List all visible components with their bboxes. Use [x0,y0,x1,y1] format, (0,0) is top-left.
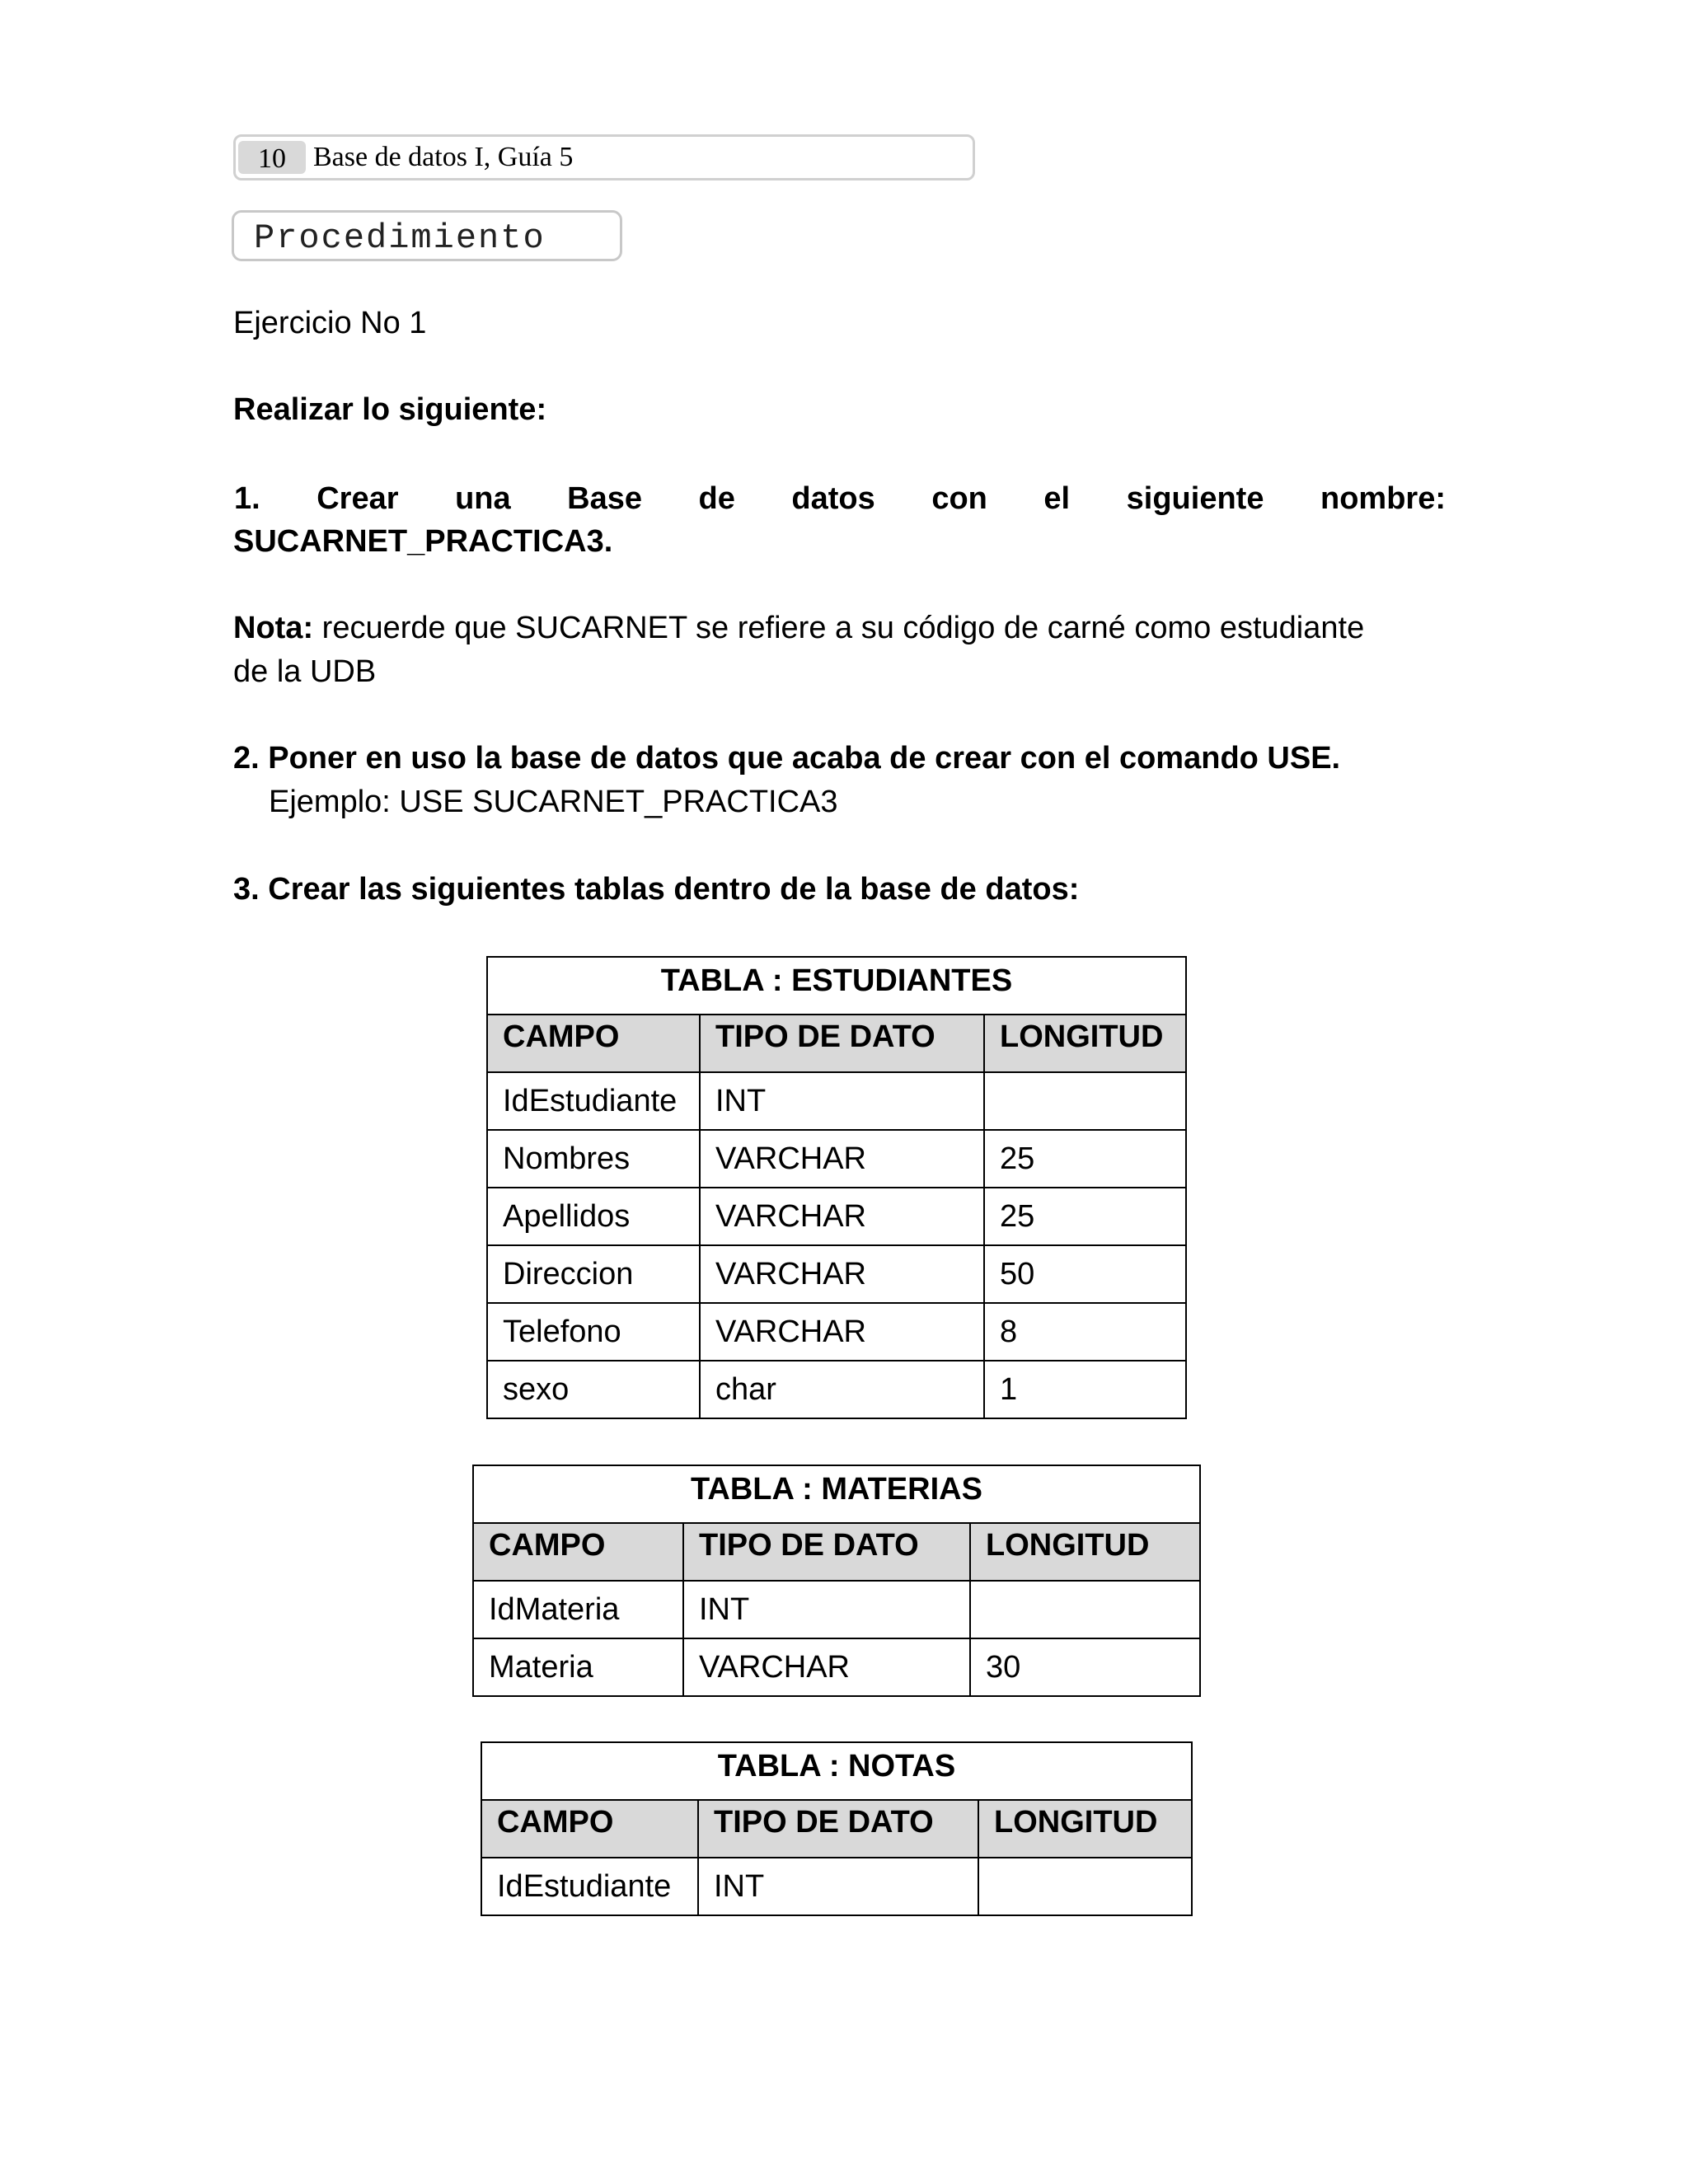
table-cell: 50 [984,1245,1186,1303]
table-cell: char [700,1361,984,1418]
step1-word: 1. [234,481,260,516]
step3-text: 3. Crear las siguientes tablas dentro de la base de datos: [233,872,1080,907]
table-row [481,1858,1192,1915]
section-label: Procedimiento [254,218,546,258]
note-text: recuerde que SUCARNET se refiere a su código de carné como estudiante [313,611,1365,645]
step1-word: una [455,481,511,516]
column-header: LONGITUD [978,1800,1192,1858]
table-notas [481,1741,1193,1916]
step1-database-name: SUCARNET_PRACTICA3. [233,524,613,559]
table-cell: IdEstudiante [481,1858,698,1915]
table-row [487,1361,1186,1418]
table-materias [472,1465,1201,1697]
table-row [487,1303,1186,1361]
step1-word: de [698,481,735,516]
table-cell: VARCHAR [700,1303,984,1361]
step1-word: Crear [316,481,399,516]
table-cell: Direccion [487,1245,700,1303]
step2-text: 2. Poner en uso la base de datos que acaba de crear con el comando USE. [233,741,1341,776]
table-cell: IdMateria [473,1581,683,1638]
column-header: TIPO DE DATO [700,1015,984,1072]
column-header: CAMPO [487,1015,700,1072]
table-cell: VARCHAR [683,1638,970,1696]
page-header [233,134,975,180]
exercise-title: Ejercicio No 1 [233,306,427,340]
note-label: Nota: [233,611,314,645]
step1-word: nombre: [1320,481,1446,516]
table-row [473,1581,1200,1638]
step1-line1 [234,476,1446,521]
table-cell: VARCHAR [700,1130,984,1188]
step1-word: el [1043,481,1071,516]
table-cell: 1 [984,1361,1186,1418]
note-line2: de la UDB [233,654,377,689]
section-label-box [232,210,622,261]
table-header-row [481,1800,1192,1858]
table-cell: Nombres [487,1130,700,1188]
table-estudiantes [486,956,1187,1419]
table-title: TABLA : MATERIAS [473,1465,1200,1523]
column-header: LONGITUD [970,1523,1200,1581]
table-cell: INT [683,1581,970,1638]
table-cell [984,1072,1186,1130]
table-cell: VARCHAR [700,1245,984,1303]
table-cell: 30 [970,1638,1200,1696]
column-header: LONGITUD [984,1015,1186,1072]
table-cell: 25 [984,1130,1186,1188]
header-title: Base de datos I, Guía 5 [313,142,574,172]
table-cell [970,1581,1200,1638]
note-line1 [233,606,1364,650]
column-header: TIPO DE DATO [683,1523,970,1581]
table-header-row [487,1015,1186,1072]
table-cell: Materia [473,1638,683,1696]
table-row [473,1638,1200,1696]
step1-word: siguiente [1126,481,1264,516]
table-cell: 25 [984,1188,1186,1245]
table-row [487,1130,1186,1188]
page-number: 10 [238,141,306,174]
column-header: TIPO DE DATO [698,1800,978,1858]
table-cell: VARCHAR [700,1188,984,1245]
column-header: CAMPO [473,1523,683,1581]
table-row [487,1072,1186,1130]
instruction-heading: Realizar lo siguiente: [233,392,547,427]
table-cell: 8 [984,1303,1186,1361]
step1-word: datos [791,481,875,516]
column-header: CAMPO [481,1800,698,1858]
table-row [487,1245,1186,1303]
table-title: TABLA : ESTUDIANTES [487,957,1186,1015]
table-cell: IdEstudiante [487,1072,700,1130]
table-cell: INT [700,1072,984,1130]
table-cell: sexo [487,1361,700,1418]
table-cell: INT [698,1858,978,1915]
step2-example: Ejemplo: USE SUCARNET_PRACTICA3 [269,785,838,819]
table-header-row [473,1523,1200,1581]
table-row [487,1188,1186,1245]
table-cell: Apellidos [487,1188,700,1245]
table-title: TABLA : NOTAS [481,1742,1192,1800]
step1-word: con [931,481,987,516]
step1-word: Base [567,481,642,516]
table-cell: Telefono [487,1303,700,1361]
table-cell [978,1858,1192,1915]
